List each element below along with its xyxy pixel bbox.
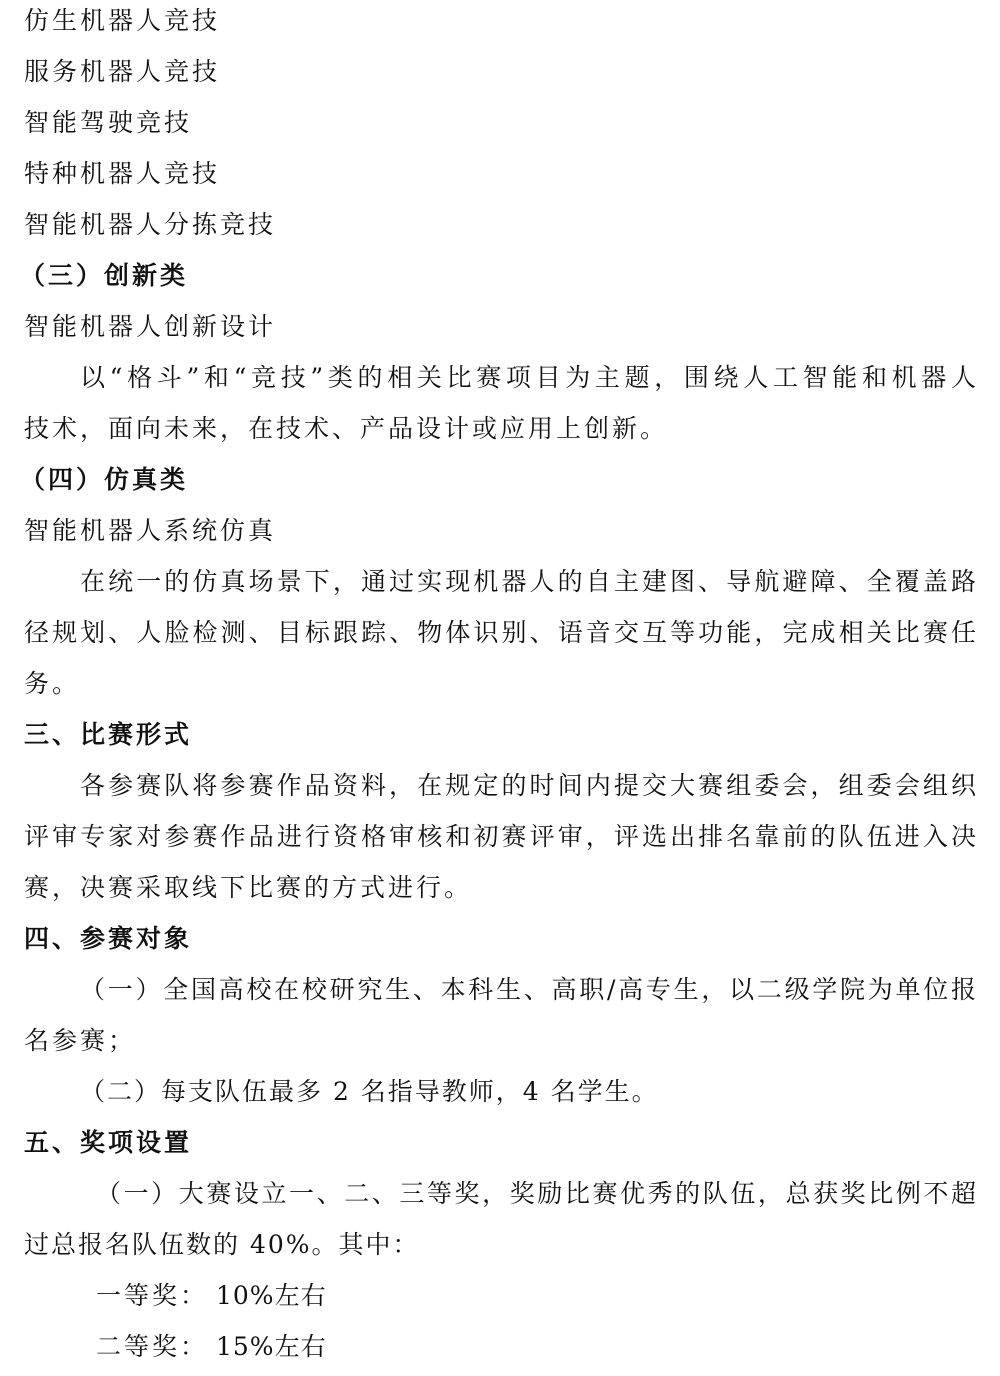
second-prize-label: 二等奖： xyxy=(96,1332,209,1361)
innovation-project: 智能机器人创新设计 xyxy=(24,312,277,341)
awards-heading: 五、奖项设置 xyxy=(24,1128,193,1157)
awards-item1-line1: （一）大赛设立一、二、三等奖，奖励比赛优秀的队伍，总获奖比例不超 xyxy=(96,1179,976,1208)
format-line2: 评审专家对参赛作品进行资格审核和初赛评审，评选出排名靠前的队伍进入决 xyxy=(24,822,976,851)
simulation-desc-line2: 径规划、人脸检测、目标跟踪、物体识别、语音交互等功能，完成相关比赛任 xyxy=(24,618,976,647)
participants-item1-line2: 名参赛； xyxy=(24,1026,137,1055)
participants-item2: （二）每支队伍最多 2 名指导教师，4 名学生。 xyxy=(80,1077,659,1106)
first-prize-value: 10%左右 xyxy=(216,1281,327,1310)
item-service: 服务机器人竞技 xyxy=(24,57,221,86)
awards-item1-line2: 过总报名队伍数的 40%。其中： xyxy=(24,1230,420,1259)
item-driving: 智能驾驶竞技 xyxy=(24,108,193,137)
participants-heading: 四、参赛对象 xyxy=(24,924,193,953)
innovation-heading: （三）创新类 xyxy=(20,261,189,290)
simulation-project: 智能机器人系统仿真 xyxy=(24,516,277,545)
simulation-desc-line1: 在统一的仿真场景下，通过实现机器人的自主建图、导航避障、全覆盖路 xyxy=(80,567,976,596)
second-prize-value: 15%左右 xyxy=(216,1332,327,1361)
innovation-desc-line1: 以“格斗”和“竞技”类的相关比赛项目为主题，围绕人工智能和机器人 xyxy=(80,363,976,392)
participants-item1-line1: （一）全国高校在校研究生、本科生、高职/高专生，以二级学院为单位报 xyxy=(80,975,976,1004)
simulation-desc-line3: 务。 xyxy=(24,669,81,698)
item-bionic: 仿生机器人竞技 xyxy=(24,6,221,35)
innovation-desc-line2: 技术，面向未来，在技术、产品设计或应用上创新。 xyxy=(24,414,669,443)
format-heading: 三、比赛形式 xyxy=(24,720,193,749)
first-prize-label: 一等奖： xyxy=(96,1281,209,1310)
item-sorting: 智能机器人分拣竞技 xyxy=(24,210,277,239)
format-line3: 赛，决赛采取线下比赛的方式进行。 xyxy=(24,873,473,902)
format-line1: 各参赛队将参赛作品资料，在规定的时间内提交大赛组委会，组委会组织 xyxy=(80,771,976,800)
simulation-heading: （四）仿真类 xyxy=(20,465,189,494)
item-special: 特种机器人竞技 xyxy=(24,159,221,188)
